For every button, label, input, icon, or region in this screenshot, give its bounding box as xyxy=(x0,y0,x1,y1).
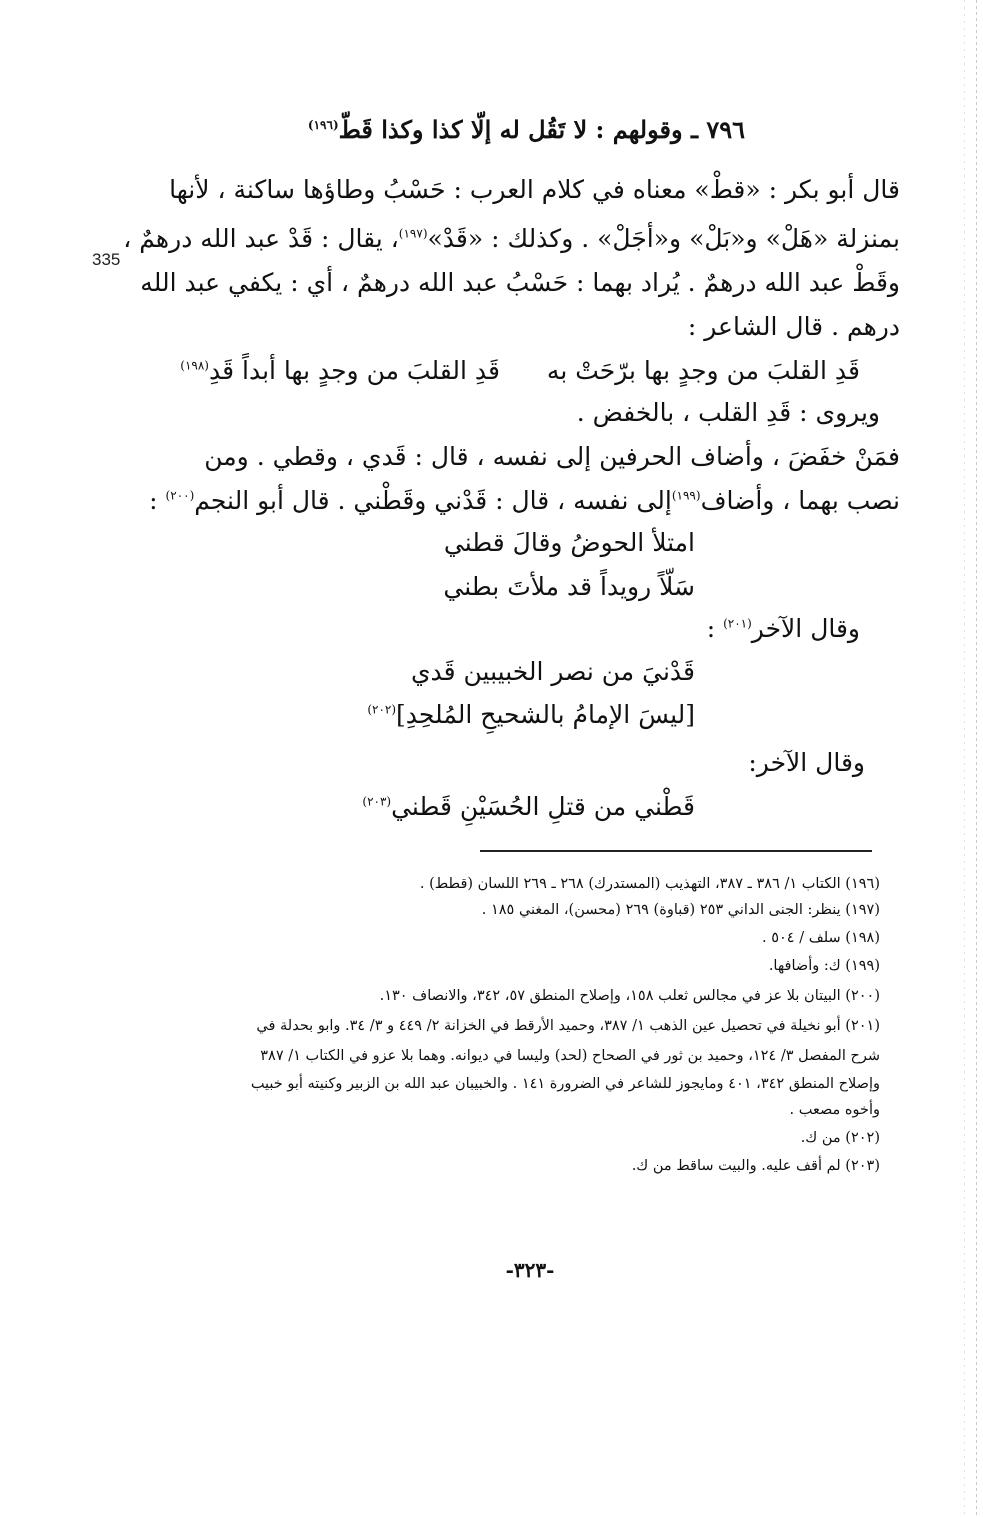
poem-2-line-2 xyxy=(360,700,695,729)
body-line-2a: بمنزلة «هَلْ» و«بَلْ» و«أجَلْ» . وكذلك : «قَدْ» xyxy=(427,224,900,253)
body-line-6: فمَنْ خفَضَ ، وأضاف الحرفين إلى نفسه ، قال : قَدي ، وقطي . ومن xyxy=(204,442,900,471)
scan-edge-line-inner xyxy=(964,0,965,1517)
footnote-ref: (٢٠٠) xyxy=(165,488,195,503)
poem-2-line-2-text: [ليسَ الإمامُ بالشحيحِ المُلحِدِ] xyxy=(396,700,695,729)
body-line-4: درهم . قال الشاعر : xyxy=(687,312,900,341)
verse-1-right-hemistich: قَدِ القلبَ من وجدٍ بها برّحَتْ به xyxy=(546,356,860,385)
footnote-201-line-4: وأخوه مصعب . xyxy=(789,1102,880,1118)
scan-edge-line xyxy=(976,0,977,1517)
page-number: -٣٢٣- xyxy=(505,1258,555,1282)
footnote-201-line-1: (٢٠١) أبو نخيلة في تحصيل عين الذهب ١/ ٣٨٧، وحميد الأرقط في الخزانة ٢/ ٤٤٩ و ٣/ ٣٤. وابو بحدلة في xyxy=(256,1018,880,1034)
footnote-separator xyxy=(480,850,872,852)
body-line-5: ويروى : قَدِ القلب ، بالخفض . xyxy=(576,398,880,427)
footnote-197: (١٩٧) ينظر: الجنى الداني ٢٥٣ (قباوة) ٢٦٩ (محسن)، المغني ١٨٥ . xyxy=(481,902,880,918)
body-line-7c: : xyxy=(149,486,166,515)
body-line-8-end: : xyxy=(706,614,724,643)
body-line-9: وقال الآخر: xyxy=(748,748,865,777)
footnote-ref: (١٩٩) xyxy=(671,488,701,503)
poem-1-line-2: سَلّاً رويداً قد ملأتَ بطني xyxy=(443,572,695,601)
poem-3-line-1 xyxy=(362,792,695,821)
footnote-ref: (١٩٦) xyxy=(307,118,339,132)
body-line-7b: إلى نفسه ، قال : قَدْني وقَطْني . قال أبو النجم xyxy=(194,486,672,515)
footnote-ref: (٢٠٣) xyxy=(362,794,392,809)
footnote-200: (٢٠٠) البيتان بلا عز في مجالس ثعلب ١٥٨، وإصلاح المنطق ٥٧، ٣٤٢، والانصاف ١٣٠. xyxy=(379,988,880,1004)
body-line-7 xyxy=(149,486,900,515)
poem-3-text: قَطْني من قتلِ الحُسَيْنِ قَطني xyxy=(391,792,695,821)
footnote-201-line-2: شرح المفصل ٣/ ١٢٤، وحميد بن ثور في الصحاح (لحد) وليسا في ديوانه. وهما بلا عزو في الكتاب ١/ ٣٨٧ xyxy=(260,1048,880,1064)
heading-text: ٧٩٦ ـ وقولهم : لا تَقُل له إلّا كذا وكذا قَطّ xyxy=(338,115,745,144)
footnote-201-line-3: وإصلاح المنطق ٣٤٢، ٤٠١ ومايجوز للشاعر في الضرورة ١٤١ . والخبيبان عبد الله بن الزبير وكنيته أبو خبيب xyxy=(250,1076,880,1092)
footnote-202: (٢٠٢) من ك. xyxy=(800,1130,880,1146)
footnote-203: (٢٠٣) لم أقف عليه. والبيت ساقط من ك. xyxy=(631,1158,880,1174)
body-line-3: وقَطْ عبد الله درهمٌ . يُراد بهما : حَسْبُ عبد الله درهمٌ ، أي : يكفي عبد الله xyxy=(140,268,900,297)
body-line-2b: ، يقال : قَدْ عبد الله درهمٌ ، xyxy=(123,224,399,253)
footnote-199: (١٩٩) ك: وأضافها. xyxy=(768,958,880,974)
body-line-8-text: وقال الآخر xyxy=(751,614,860,643)
verse-1-left-text: قَدِ القلبَ من وجدٍ بها أبداً قَدِ xyxy=(208,356,500,385)
footnote-198: (١٩٨) سلف / ٥٠٤ . xyxy=(762,930,880,946)
body-line-8 xyxy=(640,614,860,643)
verse-1-left-hemistich xyxy=(180,356,500,385)
body-line-7a: نصب بهما ، وأضاف xyxy=(700,486,900,515)
footnote-ref: (٢٠١) xyxy=(723,616,752,631)
footnote-ref: (١٩٨) xyxy=(180,358,209,373)
footnote-ref: (٢٠٢) xyxy=(367,702,397,717)
body-line-2 xyxy=(123,224,900,253)
entry-heading xyxy=(300,115,745,144)
poem-1-line-1: امتلأ الحوضُ وقالَ قطني xyxy=(443,528,695,557)
footnote-196: (١٩٦) الكتاب ١/ ٣٨٦ ـ ٣٨٧، التهذيب (المستدرك) ٢٦٨ ـ ٢٦٩ اللسان (قطط) . xyxy=(419,876,880,892)
poem-2-line-1: قَدْنيَ من نصر الخبيبين قَدي xyxy=(410,657,695,686)
footnote-ref: (١٩٧) xyxy=(398,226,428,241)
body-line-1: قال أبو بكر : «قطْ» معناه في كلام العرب : حَسْبُ وطاؤها ساكنة ، لأنها xyxy=(169,175,900,204)
margin-page-number: 335 xyxy=(92,250,121,269)
